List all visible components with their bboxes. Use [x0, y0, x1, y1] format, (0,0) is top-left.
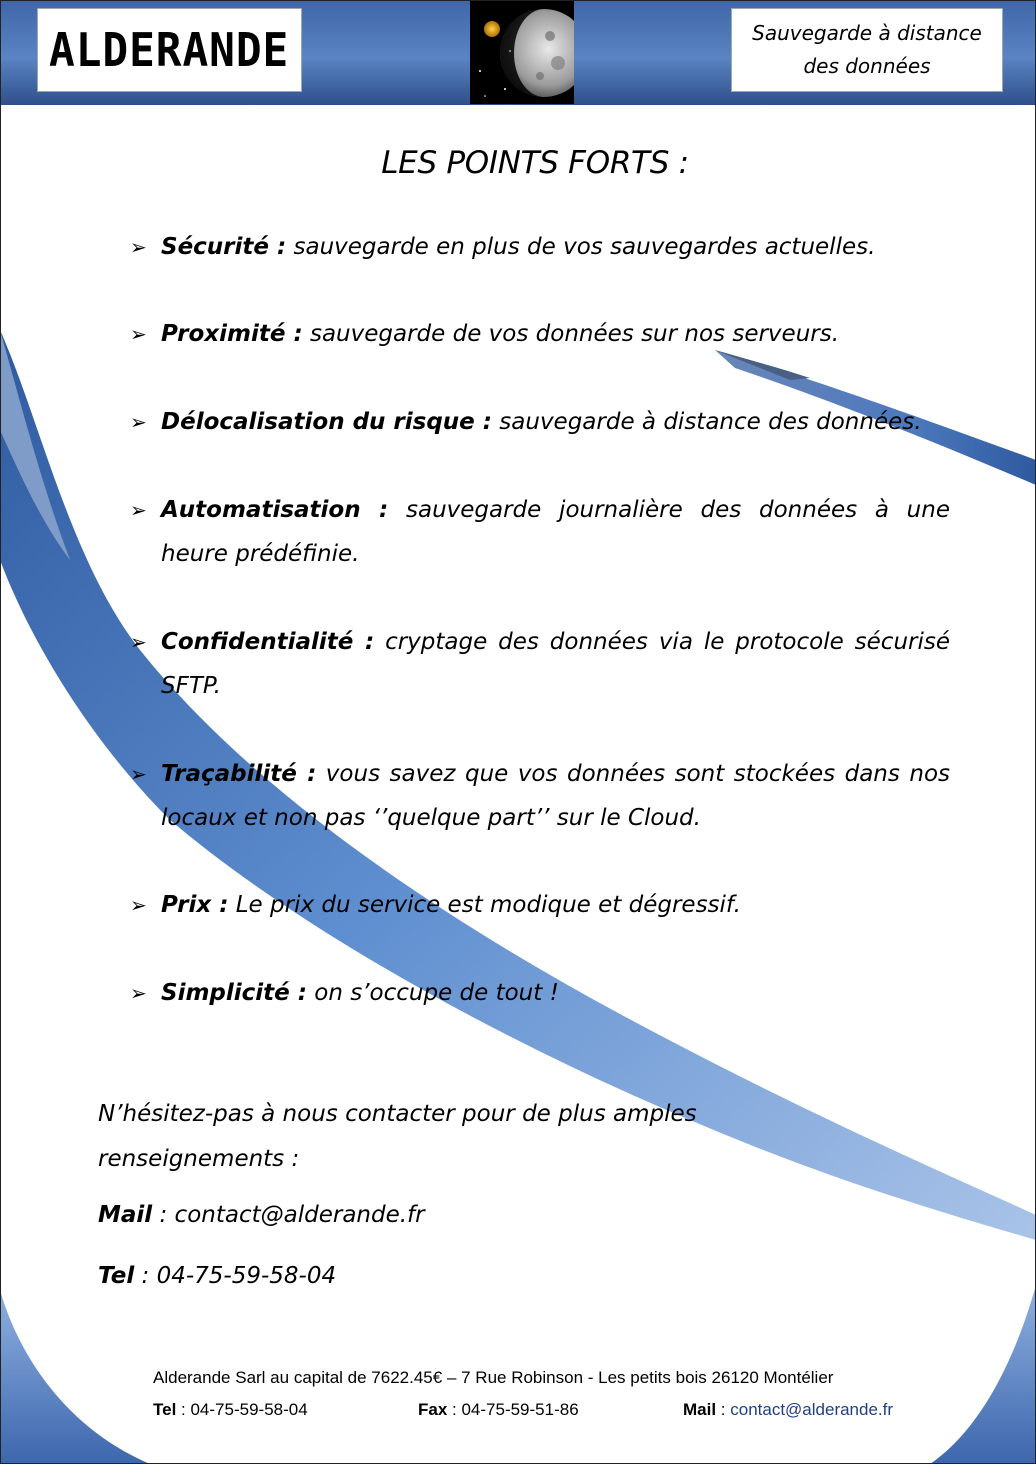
contact-mail	[98, 1202, 425, 1228]
footer-tel	[153, 1400, 308, 1420]
list-item	[130, 883, 950, 927]
contact-intro-line-2: renseignements :	[98, 1146, 300, 1172]
contact-intro	[98, 1092, 798, 1182]
arrow-bullet-icon: ➢	[130, 498, 147, 522]
list-item	[130, 225, 950, 269]
footer-mail-label: Mail	[683, 1400, 717, 1419]
contact-mail-value: : contact@alderande.fr	[152, 1202, 425, 1228]
point-label: Automatisation :	[161, 497, 389, 523]
point-label: Traçabilité :	[161, 761, 317, 787]
point-label: Prix :	[161, 892, 229, 918]
point-label: Proximité :	[161, 321, 303, 347]
point-label: Simplicité :	[161, 980, 307, 1006]
footer-fax	[418, 1400, 579, 1420]
list-item	[130, 488, 950, 576]
arrow-bullet-icon: ➢	[130, 981, 147, 1005]
list-item	[130, 971, 950, 1015]
footer-address: Alderande Sarl au capital de 7622.45€ – 7 Rue Robinson - Les petits bois 26120 Montélier	[153, 1368, 834, 1387]
point-label: Sécurité :	[161, 234, 287, 260]
contact-tel	[98, 1263, 336, 1289]
tagline-line-2: des données	[803, 54, 931, 78]
point-text: on s’occupe de tout !	[306, 980, 559, 1006]
footer-fax-label: Fax	[418, 1400, 448, 1419]
list-item	[130, 752, 950, 840]
arrow-bullet-icon: ➢	[130, 235, 147, 259]
point-text: Le prix du service est modique et dégressif.	[228, 892, 741, 918]
arrow-bullet-icon: ➢	[130, 762, 147, 786]
arrow-bullet-icon: ➢	[130, 410, 147, 434]
point-text: sauvegarde à distance des données.	[491, 409, 922, 435]
list-item	[130, 620, 950, 708]
contact-section	[98, 1092, 798, 1289]
company-logo: ALDERANDE	[49, 23, 290, 77]
point-text: vous savez que vos données sont stockées dans nos locaux et non pas ‘’quelque part’’ sur le Cloud.	[161, 761, 950, 831]
arrow-bullet-icon: ➢	[130, 322, 147, 346]
list-item	[130, 312, 950, 356]
point-label: Confidentialité :	[161, 629, 375, 655]
footer-mail-link[interactable]: contact@alderande.fr	[730, 1400, 894, 1419]
contact-tel-label: Tel	[98, 1263, 135, 1289]
footer-tel-value: : 04-75-59-58-04	[176, 1400, 308, 1419]
footer-fax-value: : 04-75-59-51-86	[447, 1400, 579, 1419]
page-title: LES POINTS FORTS :	[381, 145, 689, 181]
footer-tel-label: Tel	[153, 1400, 177, 1419]
point-text: sauvegarde journalière des données à une heure prédéfinie.	[161, 497, 950, 567]
point-text: sauvegarde de vos données sur nos serveurs.	[302, 321, 840, 347]
tagline-line-1: Sauvegarde à distance	[752, 21, 982, 45]
arrow-bullet-icon: ➢	[130, 630, 147, 654]
point-text: cryptage des données via le protocole sécurisé SFTP.	[161, 629, 950, 699]
point-text: sauvegarde en plus de vos sauvegardes actuelles.	[286, 234, 876, 260]
contact-intro-line-1: N’hésitez-pas à nous contacter pour de plus amples	[98, 1101, 697, 1127]
contact-tel-value: : 04-75-59-58-04	[134, 1263, 337, 1289]
list-item	[130, 400, 950, 444]
footer-mail-separator: :	[716, 1400, 731, 1419]
point-label: Délocalisation du risque :	[161, 409, 492, 435]
arrow-bullet-icon: ➢	[130, 893, 147, 917]
contact-mail-label: Mail	[98, 1202, 153, 1228]
footer-mail	[683, 1400, 893, 1420]
